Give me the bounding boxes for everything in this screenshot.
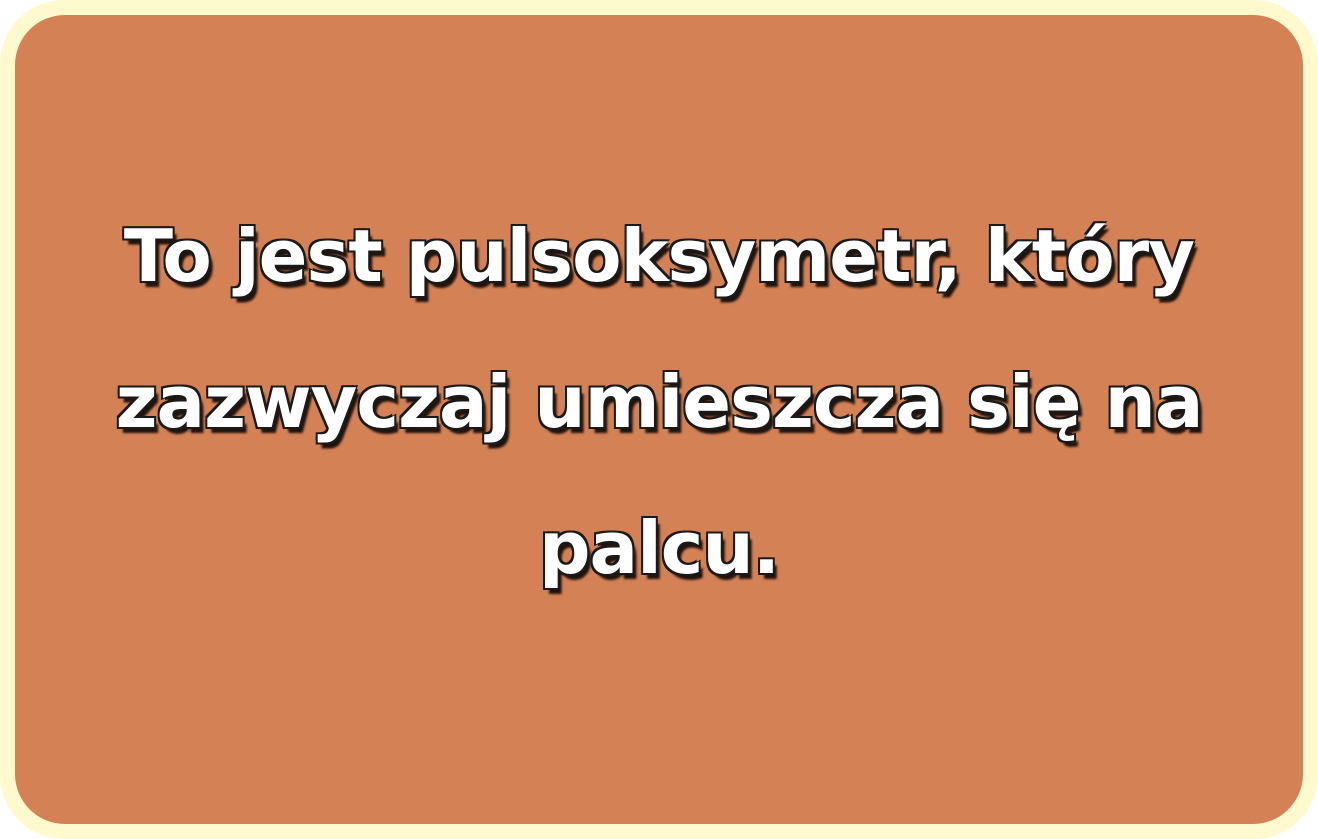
slide-text: To jest pulsoksymetr, który zazwyczaj umieszcza się na palcu.: [115, 213, 1203, 590]
slide-card: [15, 15, 1303, 824]
